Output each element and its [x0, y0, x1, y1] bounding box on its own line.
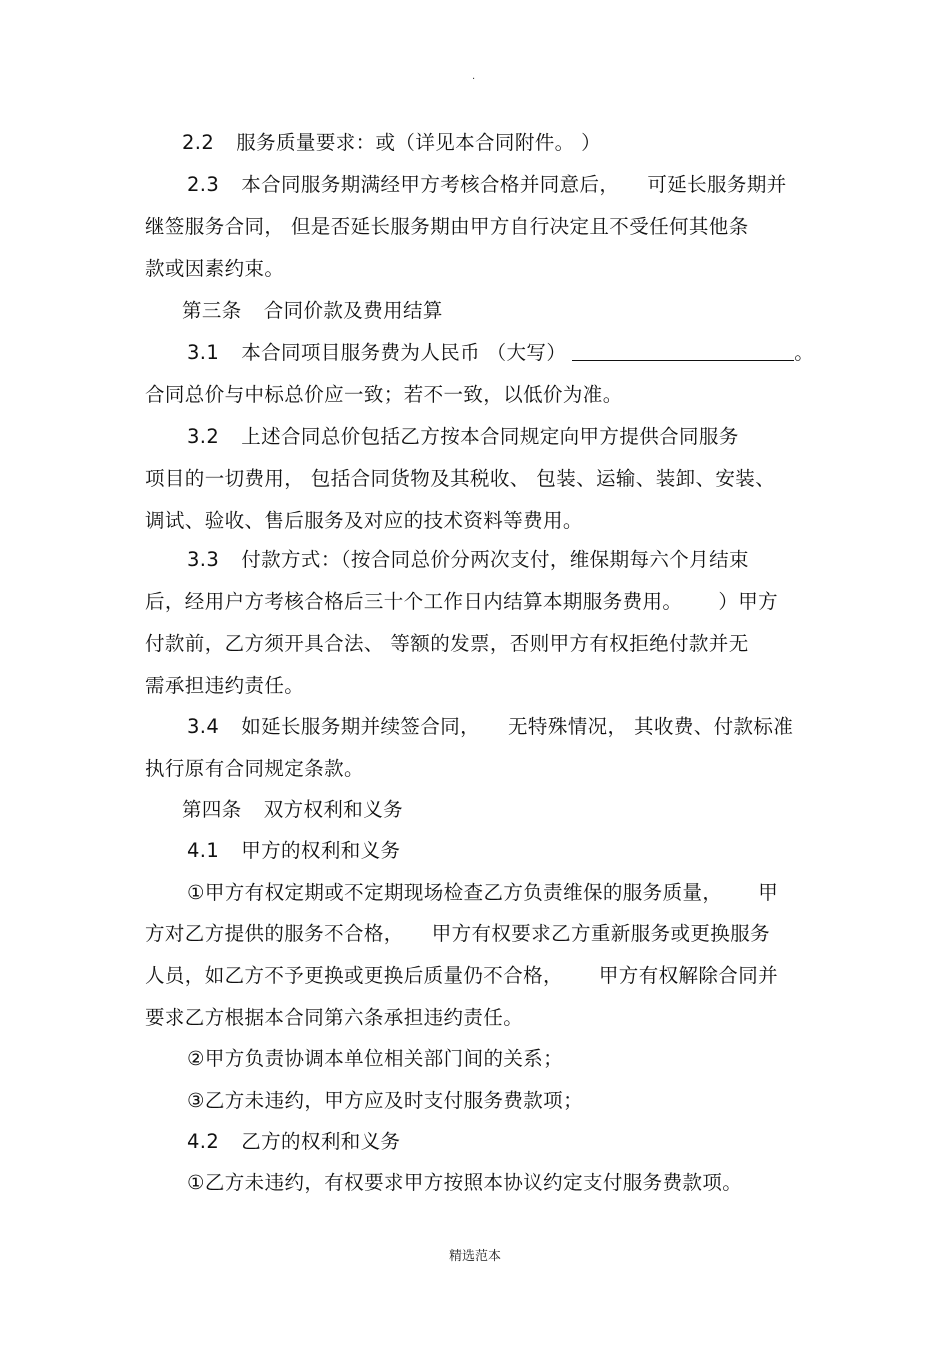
article-title: 合同价款及费用结算 [263, 299, 443, 322]
clause-number: 3.1 [187, 341, 220, 364]
clause-number: 2.3 [187, 173, 220, 196]
article-title: 双方权利和义务 [263, 798, 404, 821]
clause-text-cont: 。 [794, 341, 815, 364]
line-text-cont: 甲 [758, 881, 779, 904]
text-line [145, 921, 825, 947]
clause-text: 服务质量要求：或（详见本合同附件。 ） [236, 131, 602, 154]
clause-text: 如延长服务期并续签合同， [241, 715, 481, 738]
header-mark: . [472, 71, 476, 82]
clause-3-1 [187, 340, 867, 366]
line-text-cont: ）甲方 [718, 590, 779, 613]
clause-text: 乙方的权利和义务 [241, 1130, 401, 1153]
text-line: 继签服务合同， 但是否延长服务期由甲方自行决定且不受任何其他条 [145, 215, 749, 238]
clause-text: 付款方式：（按合同总价分两次支付，维保期每六个月结束 [241, 548, 749, 571]
clause-number: 4.1 [187, 839, 220, 862]
text-line: 执行原有合同规定条款。 [145, 757, 364, 780]
clause-4-2 [187, 1129, 867, 1155]
article-number: 第四条 [182, 798, 242, 821]
line-text: 方对乙方提供的服务不合格， [145, 922, 404, 945]
clause-text-cont: 可延长服务期并 [647, 173, 787, 196]
clause-text: 上述合同总价包括乙方按本合同规定向甲方提供合同服务 [241, 425, 739, 448]
clause-text: 甲方的权利和义务 [241, 839, 401, 862]
text-line: 付款前，乙方须开具合法、 等额的发票，否则甲方有权拒绝付款并无 [145, 632, 749, 655]
text-line: 要求乙方根据本合同第六条承担违约责任。 [145, 1006, 524, 1029]
page-footer: 精选范本 [448, 1249, 501, 1264]
article-3-heading [182, 298, 862, 324]
clause-2-2 [182, 130, 862, 156]
clause-number: 3.2 [187, 425, 220, 448]
line-text: 人员，如乙方不予更换或更换后质量仍不合格， [145, 964, 563, 987]
text-line [145, 589, 825, 615]
text-line: 款或因素约束。 [145, 257, 285, 280]
text-line [145, 963, 825, 989]
clause-text: 本合同项目服务费为人民币 （大写） [241, 341, 567, 364]
clause-number: 2.2 [182, 131, 215, 154]
article-4-heading [182, 797, 862, 823]
clause-text: 本合同服务期满经甲方考核合格并同意后， [241, 173, 620, 196]
line-text: ①甲方有权定期或不定期现场检查乙方负责维保的服务质量， [187, 881, 723, 904]
clause-number: 3.4 [187, 715, 220, 738]
clause-3-2 [187, 424, 867, 450]
line-text-cont: 甲方有权解除合同并 [598, 964, 779, 987]
clause-3-4 [187, 714, 867, 740]
clause-number: 3.3 [187, 548, 220, 571]
list-item [187, 880, 867, 906]
clause-text-cont: 无特殊情况， 其收费、付款标准 [508, 715, 794, 738]
clause-4-1 [187, 838, 867, 864]
list-item: ①乙方未违约，有权要求甲方按照本协议约定支付服务费款项。 [187, 1171, 743, 1194]
line-text: 后，经用户方考核合格后三十个工作日内结算本期服务费用。 [145, 590, 683, 613]
text-line: 需承担违约责任。 [145, 674, 305, 697]
list-item: ③乙方未违约，甲方应及时支付服务费款项； [187, 1089, 583, 1112]
text-line: 合同总价与中标总价应一致；若不一致，以低价为准。 [145, 383, 623, 406]
line-text-cont: 甲方有权要求乙方重新服务或更换服务 [431, 922, 771, 945]
clause-number: 4.2 [187, 1130, 220, 1153]
amount-blank-line [572, 340, 794, 361]
text-line: 调试、验收、售后服务及对应的技术资料等费用。 [145, 509, 583, 532]
clause-2-3 [187, 172, 867, 198]
list-item: ②甲方负责协调本单位相关部门间的关系； [187, 1047, 564, 1070]
text-line: 项目的一切费用， 包括合同货物及其税收、 包装、运输、装卸、安装、 [145, 467, 776, 490]
article-number: 第三条 [182, 299, 242, 322]
clause-3-3 [187, 547, 867, 573]
